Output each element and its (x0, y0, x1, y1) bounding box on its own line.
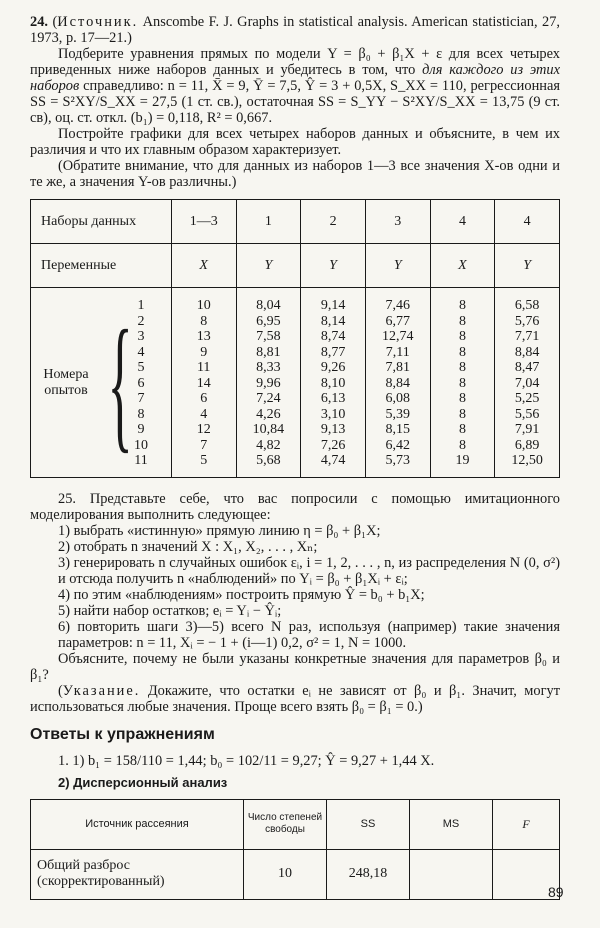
table-cell: 11 (134, 453, 148, 468)
table-cell: 8,14 (320, 313, 346, 329)
set-header: 2 (301, 200, 366, 244)
anova-table (30, 799, 560, 900)
column-x13 (171, 288, 236, 478)
row-label-sets: Наборы данных (31, 200, 172, 244)
ex24-source-word: Источник. (57, 14, 139, 30)
table-cell: 7,71 (514, 329, 540, 344)
table-cell: 11 (196, 360, 211, 375)
table-cell: 8,33 (256, 360, 281, 375)
table-cell: 8,81 (256, 344, 281, 360)
table-cell: 5,73 (385, 453, 411, 468)
ex24-para2: Постройте графики для всех четырех наборов данных и объясните, в чем их различия и что их главным образом характеризует. (30, 126, 560, 158)
answers-heading: Ответы к упражнениям (30, 725, 215, 743)
table-row (31, 849, 560, 899)
anova-ms (410, 849, 493, 899)
table-cell: 5,56 (514, 406, 540, 422)
ex24-para3: (Обратите внимание, что для данных из наборов 1—3 все значения X-ов одни и те же, а значения Y-ов различны.) (30, 158, 560, 190)
page-content (30, 14, 560, 900)
column-x4 (430, 288, 495, 478)
anova-df: 10 (244, 849, 327, 899)
table-cell: 6 (137, 375, 145, 391)
table-cell: 7,04 (514, 375, 540, 391)
list-item: 5) найти набор остатков; eᵢ = Yᵢ − Ŷᵢ; (58, 602, 282, 619)
ex24-source-ref-1: Anscombe F. J. Graphs in statistical analysis. (142, 14, 408, 30)
answer-1: 1. 1) b₁ = 158/110 = 1,44; b₀ = 102/11 = 9,27; Ŷ = 9,27 + 1,44 X. (58, 752, 435, 769)
table-cell: 8 (137, 406, 145, 422)
table-cell: 7,11 (385, 344, 410, 360)
table-cell: 1 (137, 298, 145, 313)
table-cell: 8,84 (385, 375, 411, 391)
ex24-para1: Подберите уравнения прямых по модели Y = β₀ + β₁X + ε для всех четырех приведенных ниже наборов данных и убедитесь в том, что для каждого из этих наборов справедливо: n = 11, X̄ = 9, Ȳ = 7,5, Ŷ = 3 + 0,5X, S_XX = 110, регрессионная SS = S²XY/S_XX = 27,5 (1 ст. св.), остаточная SS = S_YY − S²XY/S_XX = 13,75 (9 ст. св), оц. ст. откл. (b₁) = 0,118, R² = 0,667. (30, 46, 560, 126)
table-cell: 8,04 (256, 298, 281, 313)
table-cell: 10 (196, 298, 211, 313)
table-cell: 9,96 (256, 375, 281, 391)
table-cell: 13 (196, 329, 211, 344)
list-item: 4) по этим «наблюдениям» построить прямую Ŷ = b₀ + b₁X; (58, 586, 425, 603)
table-cell: 6 (200, 391, 208, 406)
var-header: X (430, 244, 495, 288)
table-cell: 10 (134, 437, 148, 453)
table-cell: 8 (458, 422, 466, 437)
table-cell: 12 (196, 422, 211, 437)
table-cell: 8 (458, 375, 466, 391)
table-cell: 4,82 (256, 437, 281, 453)
var-header: Y (365, 244, 430, 288)
anova-header: MS (410, 799, 493, 849)
page-number: 89 (548, 884, 564, 900)
brace-icon: { (107, 300, 133, 467)
table-cell: 7,24 (256, 391, 281, 406)
table-cell: 5 (137, 360, 145, 375)
table-cell: 8 (200, 313, 208, 329)
set-header: 1—3 (171, 200, 236, 244)
table-cell: 8 (458, 329, 466, 344)
anova-header: SS (327, 799, 410, 849)
ex25-hint: (Указание. Докажите, что остатки eᵢ не зависят от β₀ и β₁. Значит, могут использоваться любые значения. Проще всего взять β₀ = β₁ = 0.) (30, 682, 560, 715)
table-cell: 6,42 (385, 437, 411, 453)
table-cell: 7,58 (256, 329, 281, 344)
var-header: X (171, 244, 236, 288)
anscombe-table (30, 199, 560, 478)
table-cell: 9,14 (320, 298, 346, 313)
var-header: Y (301, 244, 366, 288)
table-cell: 6,08 (385, 391, 411, 406)
table-cell: 5,39 (385, 406, 411, 422)
anova-row-label: Общий разброс (скорректированный) (31, 849, 244, 899)
table-row (31, 799, 560, 849)
var-header: Y (236, 244, 301, 288)
ex25-explain: Объясните, почему не были указаны конкретные значения для параметров β₀ и β₁? (30, 650, 560, 683)
table-cell: 7 (137, 391, 145, 406)
table-cell: 8,84 (514, 344, 540, 360)
set-header: 4 (430, 200, 495, 244)
table-cell: 4 (137, 344, 145, 360)
column-y2 (301, 288, 366, 478)
list-item: 1) выбрать «истинную» прямую линию η = β₀ + β₁X; (58, 522, 381, 539)
table-cell: 6,89 (514, 437, 540, 453)
table-cell: 6,13 (320, 391, 346, 406)
table-cell: 6,77 (385, 313, 411, 329)
set-header: 4 (495, 200, 560, 244)
anova-header: F (493, 799, 560, 849)
table-cell: 7,91 (514, 422, 540, 437)
table-cell: 9,13 (320, 422, 346, 437)
table-cell: 7 (200, 437, 208, 453)
table-cell: 2 (137, 313, 145, 329)
table-cell: 5 (200, 453, 208, 468)
table-cell: 7,26 (320, 437, 346, 453)
list-item: 3) генерировать n случайных ошибок εᵢ, i = 1, 2, . . . , n, из распределения N (0, σ²) и отсюда получить n «наблюдений» по Yᵢ = β₀ + β₁Xᵢ + εᵢ; (58, 554, 560, 587)
anova-header: Число степеней свободы (244, 799, 327, 849)
table-cell: 5,68 (256, 453, 281, 468)
column-y3 (365, 288, 430, 478)
table-cell: 8 (458, 344, 466, 360)
column-y1 (236, 288, 301, 478)
table-cell: 14 (196, 375, 211, 391)
table-row (31, 244, 560, 288)
anova-caption: 2) Дисперсионный анализ (58, 774, 228, 790)
trial-label-2: опытов (44, 383, 88, 399)
table-cell: 4 (200, 406, 208, 422)
table-cell: 8 (458, 437, 466, 453)
ex25 (30, 491, 560, 715)
table-cell: 7,81 (385, 360, 411, 375)
table-cell: 8,47 (514, 360, 540, 375)
table-cell: 8,74 (320, 329, 346, 344)
table-cell: 7,46 (385, 298, 411, 313)
table-cell: 3,10 (320, 406, 346, 422)
ex24-number: 24. (30, 14, 48, 30)
table-cell: 8 (458, 313, 466, 329)
table-cell: 5,25 (514, 391, 540, 406)
set-header: 1 (236, 200, 301, 244)
table-cell: 12,50 (511, 453, 543, 468)
ex25-intro: 25. Представьте себе, что вас попросили с помощью имитационного моделирования выполнить следующее: (30, 490, 560, 523)
ex24-source: 24. (Источник. Anscombe F. J. Graphs in statistical analysis. American statistician, 27, 1973, p. 17—21.) (30, 14, 560, 46)
column-y4 (495, 288, 560, 478)
anova-ss: 248,18 (327, 849, 410, 899)
var-header: Y (495, 244, 560, 288)
table-cell: 6,95 (256, 313, 281, 329)
trial-label-1: Номера (43, 367, 89, 383)
table-cell: 3 (137, 329, 145, 344)
trial-label-cell (31, 288, 172, 478)
table-cell: 10,84 (252, 422, 285, 437)
table-cell: 6,58 (514, 298, 540, 313)
table-cell: 8 (458, 391, 466, 406)
table-cell: 8,10 (320, 375, 346, 391)
row-label-vars: Переменные (31, 244, 172, 288)
table-cell: 12,74 (382, 329, 414, 344)
table-row (31, 288, 560, 478)
table-cell: 19 (455, 453, 470, 468)
ex24-source-ref-2: American statistician, 27, 1973, p. 17—21.) (30, 14, 560, 46)
table-cell: 8,77 (320, 344, 346, 360)
table-cell: 8 (458, 360, 466, 375)
anova-header: Источник рассеяния (31, 799, 244, 849)
table-row (31, 200, 560, 244)
list-item: 2) отобрать n значений X : X₁, X₂, . . . , Xₙ; (58, 538, 318, 555)
table-cell: 9 (137, 422, 145, 437)
table-cell: 8,15 (385, 422, 411, 437)
list-item: 6) повторить шаги 3)—5) всего N раз, используя (например) такие значения параметров: n = 11, Xᵢ = − 1 + (i—1) 0,2, σ² = 1, N = 1000. (58, 618, 560, 651)
table-cell: 4,26 (256, 406, 281, 422)
table-cell: 9 (200, 344, 208, 360)
table-cell: 4,74 (320, 453, 346, 468)
set-header: 3 (365, 200, 430, 244)
table-cell: 8 (458, 298, 466, 313)
ex25-steps (30, 523, 560, 651)
table-cell: 5,76 (514, 313, 540, 329)
table-cell: 8 (458, 406, 466, 422)
table-cell: 9,26 (320, 360, 346, 375)
